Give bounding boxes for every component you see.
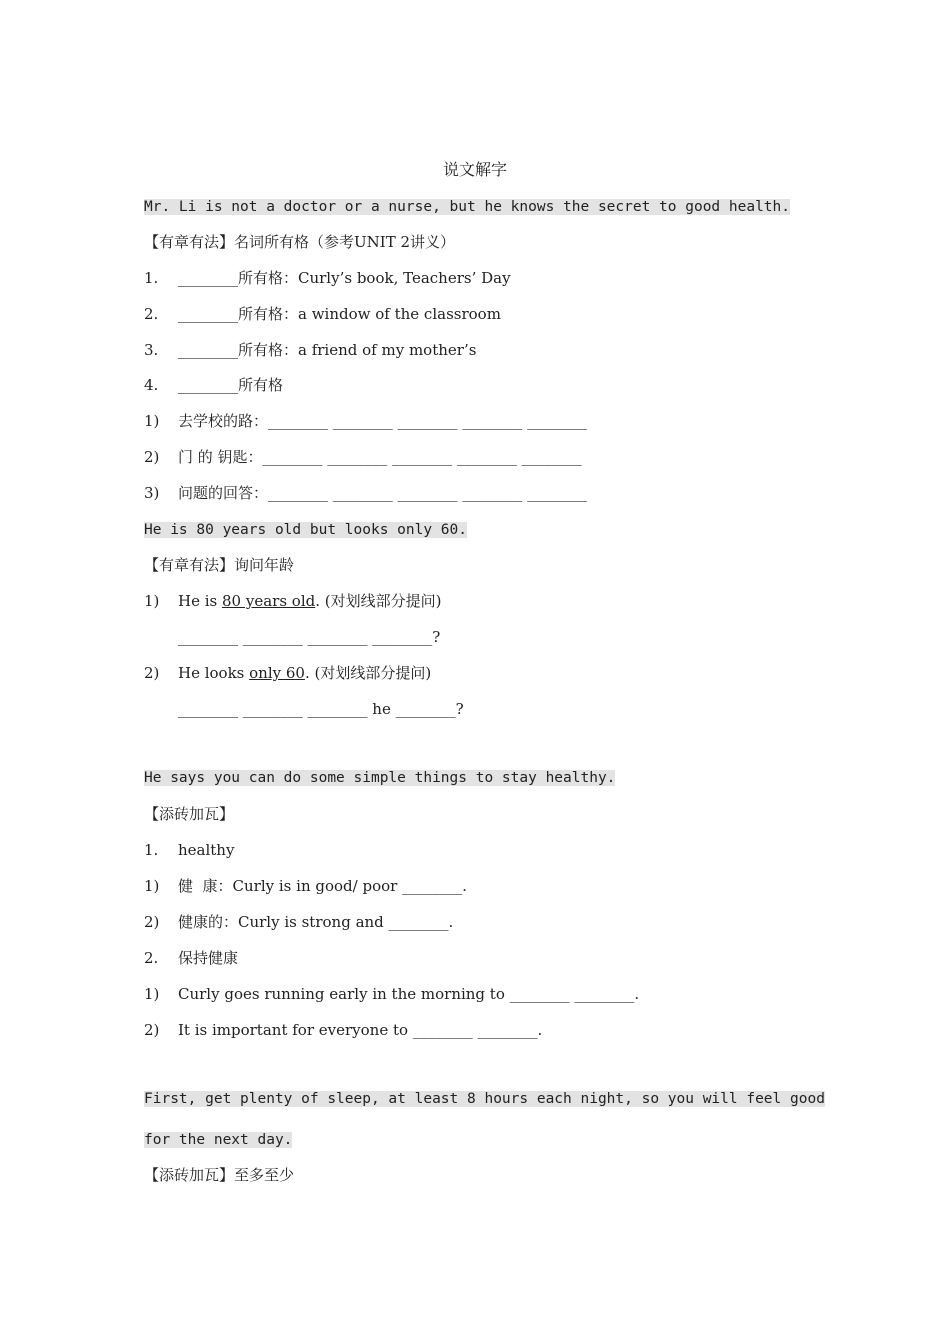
item-text: ________所有格：a friend of my mother’s	[178, 341, 477, 359]
section-header-extension: 【添砖加瓦】	[144, 805, 235, 823]
highlighted-sentence: First, get plenty of sleep, at least 8 hours each night, so you will feel good	[144, 1091, 825, 1107]
item-text: ________所有格：Curly’s book, Teachers’ Day	[178, 269, 511, 287]
item-number: 2)	[144, 913, 160, 931]
key-sentence-3	[144, 768, 615, 788]
item-text: healthy	[178, 841, 235, 859]
section-header-at-most-least: 【添砖加瓦】至多至少	[144, 1166, 295, 1184]
list-item	[144, 340, 476, 360]
item-text: 保持健康	[178, 949, 239, 967]
question-pre: He is	[178, 592, 222, 610]
key-sentence-4-line2	[144, 1130, 292, 1150]
highlighted-sentence: He is 80 years old but looks only 60.	[144, 522, 468, 538]
item-number: 1)	[144, 412, 160, 430]
list-item	[144, 268, 511, 288]
item-number: 2)	[144, 664, 160, 682]
list-item	[144, 375, 283, 395]
key-sentence-4-line1	[144, 1089, 825, 1109]
sub-item	[144, 447, 582, 467]
sub-item	[144, 411, 587, 431]
item-text: It is important for everyone to ________ ________.	[178, 1021, 543, 1039]
item-text: ________所有格：a window of the classroom	[178, 305, 501, 323]
item-number: 2.	[144, 949, 159, 967]
answer-blanks: ________ ________ ________ he ________?	[178, 700, 464, 718]
page-title: 说文解字	[442, 160, 507, 179]
highlighted-sentence: He says you can do some simple things to stay healthy.	[144, 770, 616, 786]
question-item	[144, 663, 431, 683]
item-text: 问题的回答：________ ________ ________ ________ ________	[178, 484, 588, 502]
item-number: 1)	[144, 985, 160, 1003]
item-number: 4.	[144, 376, 159, 394]
question-post: . (对划线部分提问)	[304, 664, 432, 682]
answer-blanks: ________ ________ ________ ________?	[178, 628, 441, 646]
key-sentence-2	[144, 520, 467, 540]
item-number: 1)	[144, 592, 160, 610]
section-header-age: 【有章有法】询问年龄	[144, 556, 295, 574]
item-text: Curly goes running early in the morning to ________ ________.	[178, 985, 640, 1003]
highlighted-sentence: for the next day.	[144, 1132, 293, 1148]
item-number: 1.	[144, 269, 159, 287]
question-post: . (对划线部分提问)	[315, 592, 442, 610]
list-item	[144, 912, 453, 932]
item-number: 1)	[144, 877, 160, 895]
section-header-possessive: 【有章有法】名词所有格（参考UNIT 2讲义）	[144, 233, 456, 251]
item-text: 健康的：Curly is strong and ________.	[178, 913, 454, 931]
highlighted-sentence: Mr. Li is not a doctor or a nurse, but he knows the secret to good health.	[144, 199, 791, 215]
item-number: 3)	[144, 484, 160, 502]
sub-item	[144, 483, 587, 503]
list-item	[144, 304, 501, 324]
underlined-part: 80 years old	[222, 592, 316, 610]
item-number: 1.	[144, 841, 159, 859]
list-item	[144, 840, 234, 860]
underlined-part: only 60	[249, 664, 305, 682]
item-text: 门 的 钥匙：________ ________ ________ ________ ________	[178, 448, 582, 466]
list-item	[144, 876, 467, 896]
list-item	[144, 948, 238, 968]
item-number: 3.	[144, 341, 159, 359]
item-text: 去学校的路：________ ________ ________ ________ ________	[178, 412, 588, 430]
item-number: 2.	[144, 305, 159, 323]
item-text: 健 康：Curly is in good/ poor ________.	[178, 877, 467, 895]
list-item	[144, 1020, 542, 1040]
item-number: 2)	[144, 448, 160, 466]
list-item	[144, 984, 639, 1004]
key-sentence-1	[144, 197, 790, 217]
item-number: 2)	[144, 1021, 160, 1039]
question-item	[144, 591, 441, 611]
question-pre: He looks	[178, 664, 250, 682]
item-text: ________所有格	[178, 376, 284, 394]
